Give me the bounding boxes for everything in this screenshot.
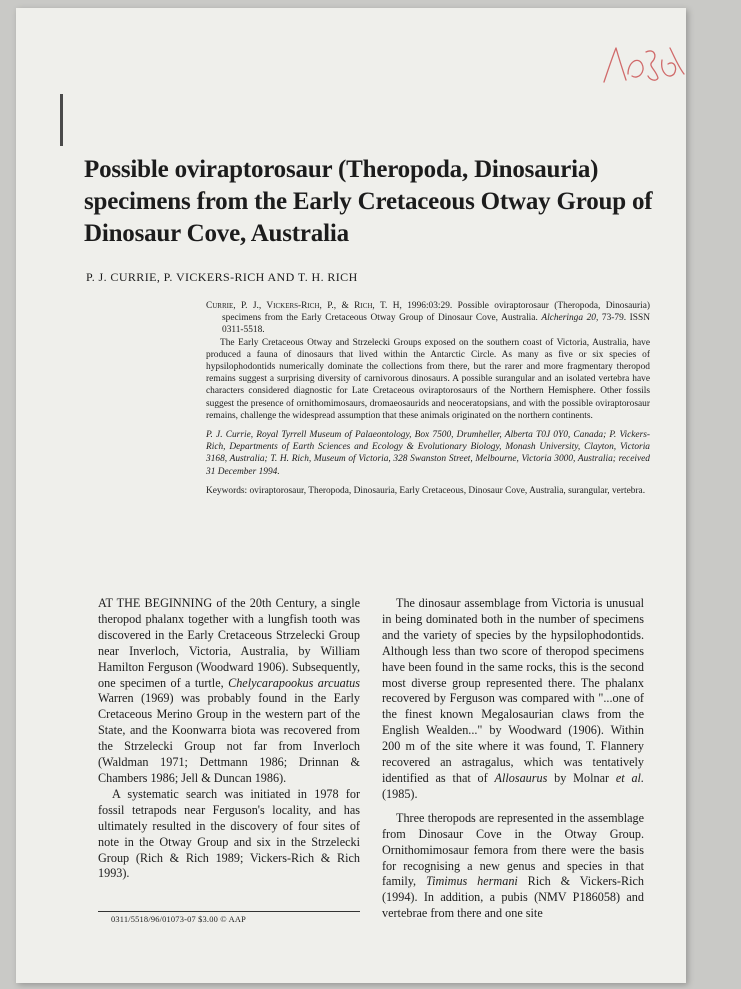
author-line: P. J. CURRIE, P. VICKERS-RICH AND T. H. RICH (86, 270, 358, 284)
handwritten-number (598, 40, 688, 90)
staple-mark (60, 94, 63, 146)
paragraph-text: Three theropods are represented in the assemblage from Dinosaur Cove in the Otway Group. Ornithomimosaur femora from there were the basis for recognising a new genus and species in that family, (382, 810, 644, 889)
keywords: Keywords: oviraptorosaur, Theropoda, Dinosauria, Early Cretaceous, Dinosaur Cove, Australia, surangular, vertebra. (206, 485, 646, 496)
et-al: et al. (615, 770, 644, 785)
footer-rule (98, 911, 360, 912)
paper-sheet (16, 8, 686, 983)
body-column-right (382, 596, 644, 922)
citation (206, 300, 650, 337)
paragraph-text: by Molnar (547, 770, 616, 785)
author-addresses: P. J. Currie, Royal Tyrrell Museum of Palaeontology, Box 7500, Drumheller, Alberta T0J 0Y0, Canada; P. Vickers-Rich, Departments of Earth Sciences and Ecology & Evolutionary Biology, Monash University, Clayton, Victoria 3168, Australia; T. H. Rich, Museum of Victoria, 328 Swanston Street, Melbourne, Victoria 3000, Australia; received 31 December 1994. (206, 430, 650, 477)
species-name: Timimus hermani (425, 874, 518, 889)
paragraph (382, 811, 644, 922)
paragraph-text: Warren (1969) was probably found in the Early Cretaceous Merino Group in the western part of the State, and the Koonwarra biota was recovered from the Strzelecki Group not far from Inverloch (Waldman 1971; Dettmann 1986; Drinnan & Chambers 1986; Jell & Duncan 1986). (98, 691, 360, 785)
paragraph-text: of the 20th Century, a single theropod phalanx together with a lungfish tooth was discovered in the Early Cretaceous Strzelecki Group near Inverloch, Victoria, Australia, by William Hamilton Ferguson (Woodward 1906). Subsequently, one specimen of a turtle, (98, 596, 361, 690)
paragraph (98, 596, 360, 787)
paragraph-text: The dinosaur assemblage from Victoria is unusual in being dominated both in the number of specimens and the variety of species by the hypsilophodontids. Although less than two score of theropod specimens have been found in the same rocks, this is the second most diverse group represented there. The phalanx recovered by Ferguson was compared with "...one of the finest known Megalosaurian claws from the English Wealden..." by Woodward (1906). Within 200 m of the site where it was found, T. Flannery recovered an astragalus, which was tentatively identified as that of (382, 596, 644, 785)
citation-journal: Alcheringa 20, (541, 313, 599, 324)
abstract-text: The Early Cretaceous Otway and Strzelecki Groups exposed on the southern coast of Victoria, Australia, have produced a fauna of dinosaurs that lived within the Antarctic Circle. As many as five or six species of hypsilophodontids numerically dominate the collections from there, but the rarer and more fragmentary theropod remains suggest a surprising diversity of carnivorous dinosaurs. A possible surangular and an isolated vertebra have characters considered diagnostic for Late Cretaceous oviraptorosaurs of the Northern Hemisphere. Other fossils suggest the presence of ornithomimosaurs, dromaeosaurids and neoceratopsians, and with the possible oviraptorosaur remains, challenge the widespread assumption that these animals originated on the northern continents. (206, 337, 650, 421)
paragraph (382, 596, 644, 803)
footer-code: 0311/5518/96/01073-07 $3.00 © AAP (111, 915, 247, 924)
genus-name: Allosaurus (494, 770, 548, 785)
lead-in: AT THE BEGINNING (98, 596, 213, 610)
paragraph: A systematic search was initiated in 1978 for fossil tetrapods near Ferguson's locality, and has ultimately resulted in the discovery of four sites of note in the Otway Group and six in the Strzelecki Group (Rich & Rich 1989; Vickers-Rich & Rich 1993). (98, 786, 360, 881)
paragraph-text: (1985). (382, 786, 418, 801)
citation-main: 1996:03:29. Possible oviraptorosaur (Theropoda, Dinosauria) specimens from the Early Cretaceous Otway Group of Dinosaur Cove, Australia. (222, 301, 651, 324)
article-title: Possible oviraptorosaur (Theropoda, Dinosauria) specimens from the Early Cretaceous Otway Group of Dinosaur Cove, Australia (84, 156, 653, 247)
citation-tail: 73-79. ISSN 0311-5518. (222, 313, 650, 336)
abstract-block (206, 300, 650, 497)
citation-authors: Currie, P. J., Vickers-Rich, P., & Rich, T. H, (206, 301, 402, 311)
species-name: Chelycarapookus arcuatus (228, 675, 361, 690)
body-column-left (98, 596, 360, 882)
paragraph-text: Rich & Vickers-Rich (1994). In addition, a pubis (NMV P186058) and vertebrae from there and one site (382, 874, 644, 921)
